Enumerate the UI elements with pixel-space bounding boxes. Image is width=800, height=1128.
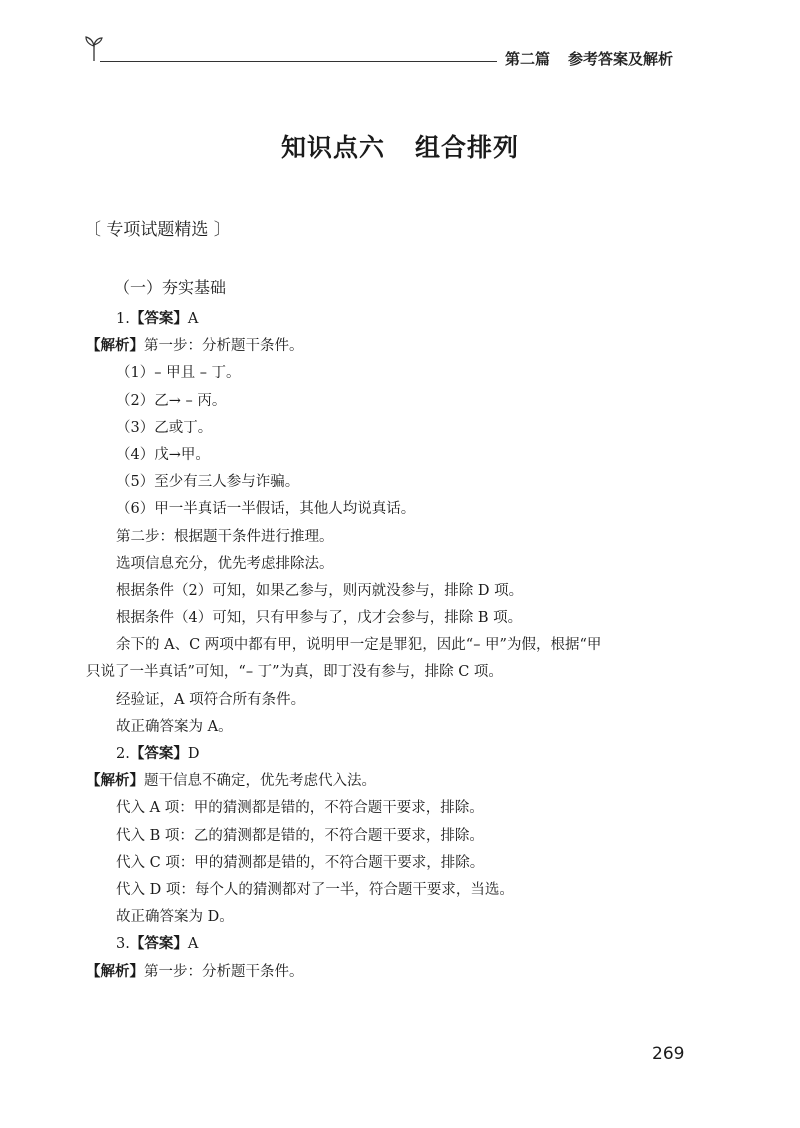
q2-line: 代入 A 项：甲的猜测都是错的，不符合题干要求，排除。 xyxy=(116,800,484,817)
q2-analysis-line xyxy=(86,768,686,795)
q2-line: 代入 D 项：每个人的猜测都对了一半，符合题干要求，当选。 xyxy=(116,881,514,898)
q1-step2: 第二步：根据题干条件进行推理。 xyxy=(116,528,334,545)
q3-analysis-line xyxy=(86,959,686,986)
q1-line: 根据条件（4）可知，只有甲参与了，戊才会参与，排除 B 项。 xyxy=(116,610,523,627)
q3-number: 3. xyxy=(116,936,130,953)
header-part: 第二篇 xyxy=(505,50,551,68)
header-section: 参考答案及解析 xyxy=(568,50,674,68)
running-header xyxy=(505,48,673,69)
q2-line: 代入 C 项：甲的猜测都是错的，不符合题干要求，排除。 xyxy=(116,854,485,871)
q1-number: 1. xyxy=(116,311,130,327)
q1-analysis-intro: 第一步：分析题干条件。 xyxy=(144,338,304,355)
subsection-heading: （一）夯实基础 xyxy=(114,278,227,297)
q1-analysis-label: 【解析】 xyxy=(86,338,144,355)
header-rule xyxy=(100,61,497,62)
q2-analysis-label: 【解析】 xyxy=(86,773,144,790)
q1-condition: （6）甲一半真话一半假话，其他人均说真话。 xyxy=(116,501,416,518)
q2-conclusion: 故正确答案为 D。 xyxy=(116,909,234,926)
q1-answer: A xyxy=(187,311,199,327)
q3-answer: A xyxy=(187,936,199,953)
title-sub: 组合排列 xyxy=(415,133,520,162)
q1-condition: （4）戊→甲。 xyxy=(116,446,210,463)
q3-answer-label: 【答案】 xyxy=(129,936,188,953)
section-tag: 〔 专项试题精选 〕 xyxy=(84,220,231,240)
title-main: 知识点六 xyxy=(280,133,385,162)
q3-analysis-intro: 第一步：分析题干条件。 xyxy=(144,963,304,980)
q2-number: 2. xyxy=(116,746,130,762)
q2-line: 代入 B 项：乙的猜测都是错的，不符合题干要求，排除。 xyxy=(116,827,484,844)
q3-analysis-label: 【解析】 xyxy=(86,963,144,980)
q1-condition: （1）– 甲且 – 丁。 xyxy=(116,365,241,382)
q1-verify: 经验证，A 项符合所有条件。 xyxy=(116,691,306,708)
body-text xyxy=(86,306,686,986)
q1-conclusion: 故正确答案为 A。 xyxy=(116,718,233,735)
q1-line: 选项信息充分，优先考虑排除法。 xyxy=(116,555,334,572)
q2-answer: D xyxy=(187,746,200,762)
q1-line: 根据条件（2）可知，如果乙参与，则丙就没参与，排除 D 项。 xyxy=(116,582,524,599)
sprout-icon xyxy=(84,34,104,62)
q2-analysis-intro: 题干信息不确定，优先考虑代入法。 xyxy=(144,773,376,790)
q1-condition: （5）至少有三人参与诈骗。 xyxy=(116,474,300,491)
q1-remain-line-2: 只说了一半真话”可知，“– 丁”为真，即丁没有参与，排除 C 项。 xyxy=(86,664,503,681)
q1-answer-line xyxy=(86,306,686,333)
q1-condition: （2）乙→ – 丙。 xyxy=(116,392,227,409)
page-number: 269 xyxy=(652,1044,685,1064)
q1-condition: （3）乙或丁。 xyxy=(116,419,213,436)
q2-answer-label: 【答案】 xyxy=(129,746,188,762)
page-title xyxy=(0,128,800,164)
q1-answer-label: 【答案】 xyxy=(129,311,188,327)
q2-answer-line xyxy=(86,741,686,768)
q3-answer-line xyxy=(86,931,686,958)
q1-analysis-line xyxy=(86,333,686,360)
q1-remain-line-1: 余下的 A、C 两项中都有甲，说明甲一定是罪犯，因此“– 甲”为假，根据“甲 xyxy=(116,637,602,654)
